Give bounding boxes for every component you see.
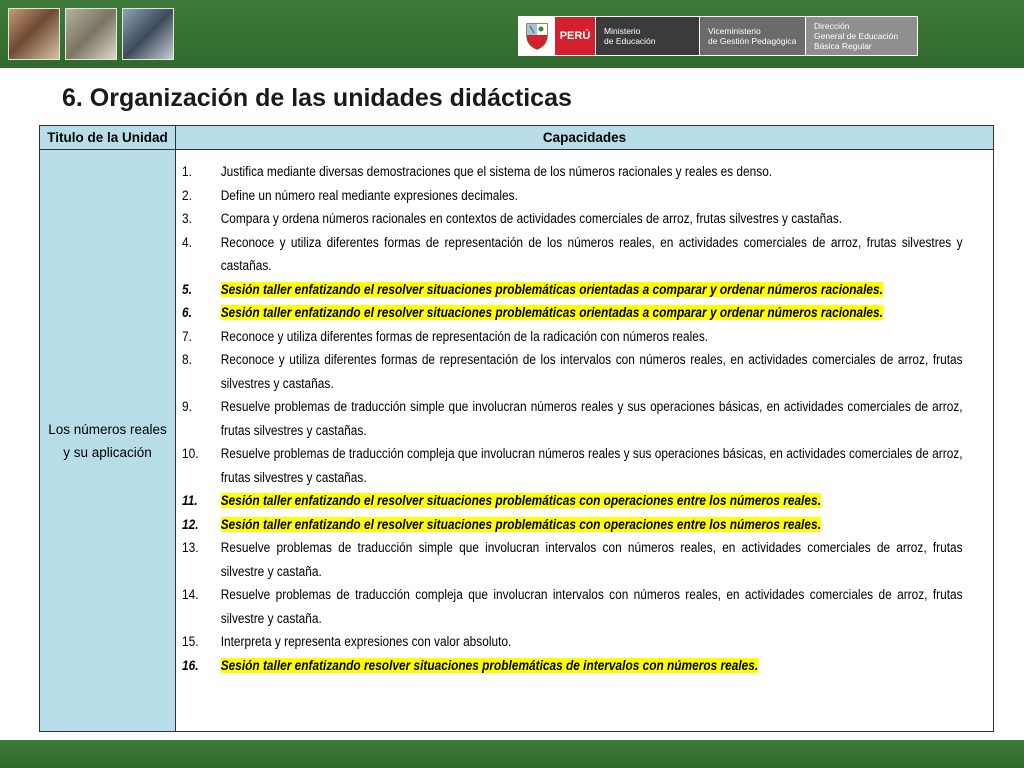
item-number: 6. (182, 305, 192, 320)
item-text-content: Reconoce y utiliza diferentes formas de representación de los números reales, en actividades comerciales de arroz, frutas silvestres y castañas. (220, 234, 963, 273)
session-item (182, 654, 963, 678)
item-text (221, 207, 963, 231)
units-table (39, 125, 994, 732)
session-item (182, 301, 963, 325)
item-text (221, 278, 963, 302)
item-text (221, 442, 963, 489)
item-text-content: Resuelve problemas de traducción compleja que involucran intervalos con números reales, en actividades comerciales de arroz, frutas silvestre y castaña. (220, 587, 963, 626)
item-number: 2. (182, 187, 192, 203)
item-text (221, 583, 963, 630)
capacity-item (182, 442, 963, 489)
photo-strip (8, 8, 174, 60)
capacity-item (182, 231, 963, 278)
capacity-item (182, 207, 963, 231)
item-number: 7. (182, 328, 192, 344)
item-text (221, 536, 963, 583)
item-number: 12. (182, 516, 199, 532)
students-photo-1 (8, 8, 60, 60)
capacity-item (182, 536, 963, 583)
item-text-content: Sesión taller enfatizando el resolver situaciones problemáticas orientadas a comparar y ordenar números racionales. (220, 281, 883, 297)
coat-of-arms-icon (519, 17, 555, 55)
students-photo-3 (122, 8, 174, 60)
capacity-item (182, 348, 963, 395)
item-text-content: Sesión taller enfatizando el resolver situaciones problemáticas orientadas a comparar y ordenar números racionales. (220, 305, 883, 320)
unit-title-text: Los números reales y su aplicación (48, 421, 167, 460)
ministry-logo-strip (518, 16, 918, 56)
capacity-item (182, 184, 963, 208)
item-text-content: Compara y ordena números racionales en contextos de actividades comerciales de arroz, frutas silvestres y castañas. (220, 211, 843, 226)
item-text-content: Sesión taller enfatizando resolver situaciones problemáticas de intervalos con números reales. (220, 657, 759, 673)
item-number: 10. (182, 446, 199, 461)
item-number: 4. (182, 234, 192, 250)
item-text-content: Interpreta y representa expresiones con valor absoluto. (220, 634, 512, 649)
item-number: 3. (182, 211, 192, 226)
item-number: 5. (182, 281, 192, 297)
bottom-banner (0, 740, 1024, 768)
item-text (221, 654, 963, 678)
item-text-content: Reconoce y utiliza diferentes formas de representación de los intervalos con números reales, en actividades comerciales de arroz, frutas silvestres y castañas. (220, 352, 963, 391)
item-number: 15. (182, 634, 199, 649)
item-text (221, 513, 963, 537)
item-number: 14. (182, 587, 199, 602)
item-text (221, 325, 963, 349)
peru-logo: PERÚ (555, 17, 595, 55)
item-text-content: Resuelve problemas de traducción simple que involucran intervalos con números reales, en actividades comerciales de arroz, frutas silvestre y castaña. (220, 540, 963, 579)
item-text (221, 160, 963, 184)
item-text (221, 348, 963, 395)
item-number: 1. (182, 164, 192, 179)
session-item (182, 278, 963, 302)
item-text-content: Justifica mediante diversas demostraciones que el sistema de los números racionales y reales es denso. (220, 164, 773, 179)
item-number: 13. (182, 540, 199, 555)
column-divider (175, 150, 176, 731)
item-text-content: Resuelve problemas de traducción simple que involucran números reales y sus operaciones básicas, en actividades comerciales de arroz, frutas silvestres y castañas. (220, 399, 963, 438)
table-header (40, 126, 993, 150)
item-number: 11. (182, 493, 198, 508)
header-unit-title: Titulo de la Unidad (40, 126, 176, 149)
item-number: 8. (182, 352, 192, 367)
capacity-item (182, 160, 963, 184)
item-text (221, 231, 963, 278)
item-text (221, 301, 963, 325)
item-text (221, 395, 963, 442)
item-text-content: Reconoce y utiliza diferentes formas de representación de la radicación con números reales. (220, 328, 709, 344)
capacity-item (182, 395, 963, 442)
direction-logo: Dirección General de Educación Básica Regular (805, 17, 917, 55)
capacity-item (182, 583, 963, 630)
capacities-list (182, 160, 963, 677)
item-number: 16. (182, 657, 199, 673)
vice-ministry-logo: Viceministerio de Gestión Pedagógica (699, 17, 805, 55)
item-text-content: Resuelve problemas de traducción compleja que involucran números reales y sus operaciones básicas, en actividades comerciales de arroz, frutas silvestres y castañas. (220, 446, 963, 485)
item-text-content: Define un número real mediante expresiones decimales. (220, 187, 518, 203)
unit-title-cell (40, 150, 175, 731)
students-photo-2 (65, 8, 117, 60)
item-number: 9. (182, 399, 192, 414)
item-text-content: Sesión taller enfatizando el resolver situaciones problemáticas con operaciones entre los números reales. (220, 516, 821, 532)
capacity-item (182, 325, 963, 349)
item-text (221, 184, 963, 208)
session-item (182, 489, 963, 513)
item-text (221, 489, 963, 513)
item-text-content: Sesión taller enfatizando el resolver situaciones problemáticas con operaciones entre los números reales. (220, 493, 821, 508)
capacity-item (182, 630, 963, 654)
item-text (221, 630, 963, 654)
session-item (182, 513, 963, 537)
top-banner (0, 0, 1024, 68)
header-capacities: Capacidades (542, 130, 627, 145)
page-title: 6. Organización de las unidades didácticas (62, 84, 572, 112)
ministry-logo: Ministerio de Educación (595, 17, 699, 55)
